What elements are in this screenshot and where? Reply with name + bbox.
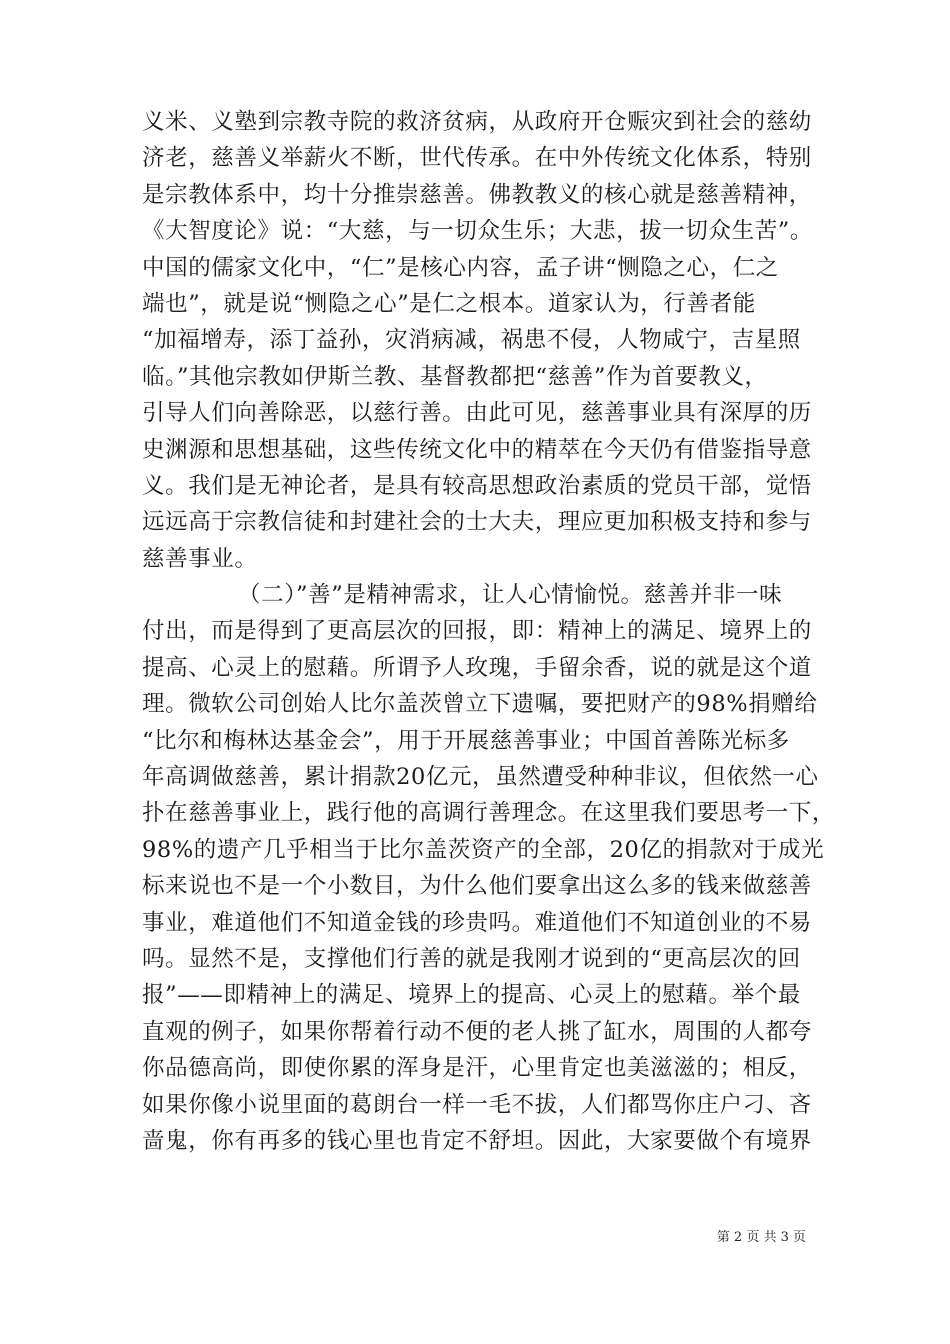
text-line: 义。我们是无神论者，是具有较高思想政治素质的党员干部，觉悟 [142, 472, 812, 499]
body-text [142, 104, 836, 1159]
text-line: 直观的例子，如果你帮着行动不便的老人挑了缸水，周围的人都夸 [142, 1018, 812, 1045]
page-number: 第 2 页 共 3 页 [716, 1230, 806, 1245]
text-line: 事业，难道他们不知道金钱的珍贵吗。难道他们不知道创业的不易 [142, 909, 812, 936]
text-line: 理。微软公司创始人比尔盖茨曾立下遗嘱，要把财产的98%捐赠给 [142, 691, 818, 718]
text-line: 报”——即精神上的满足、境界上的提高、心灵上的慰藉。举个最 [142, 982, 801, 1009]
text-line: 年高调做慈善，累计捐款20亿元，虽然遭受种种非议，但依然一心 [142, 764, 819, 791]
text-line: 如果你像小说里面的葛朗台一样一毛不拔，人们都骂你庄户刁、吝 [142, 1091, 812, 1118]
text-line: 远远高于宗教信徒和封建社会的士大夫，理应更加积极支持和参与 [142, 509, 812, 536]
text-line: 慈善事业。 [142, 545, 258, 572]
text-line: 吗。显然不是，支撑他们行善的就是我刚才说到的“更高层次的回 [142, 945, 801, 972]
text-line: 端也”，就是说“恻隐之心”是仁之根本。道家认为，行善者能 [142, 290, 756, 317]
text-line: 你品德高尚，即使你累的浑身是汗，心里肯定也美滋滋的；相反， [142, 1055, 812, 1082]
text-line: 史渊源和思想基础，这些传统文化中的精萃在今天仍有借鉴指导意 [142, 436, 812, 463]
text-line: 引导人们向善除恶，以慈行善。由此可见，慈善事业具有深厚的历 [142, 400, 812, 427]
text-line: 是宗教体系中，均十分推崇慈善。佛教教义的核心就是慈善精神， [142, 181, 812, 208]
section-heading-line: （二）”善”是精神需求，让人心情愉悦。慈善并非一味 [238, 582, 783, 609]
text-line: “比尔和梅林达基金会”，用于开展慈善事业；中国首善陈光标多 [142, 727, 790, 754]
text-line: 临。”其他宗教如伊斯兰教、基督教都把“慈善”作为首要教义， [142, 363, 768, 390]
text-line: 扑在慈善事业上，践行他的高调行善理念。在这里我们要思考一下， [142, 800, 836, 827]
text-line: 《大智度论》说：“大慈，与一切众生乐；大悲，拔一切众生苦”。 [142, 218, 814, 245]
text-line: 啬鬼，你有再多的钱心里也肯定不舒坦。因此，大家要做个有境界 [142, 1127, 812, 1154]
text-line: 提高、心灵上的慰藉。所谓予人玫瑰，手留余香，说的就是这个道 [142, 654, 812, 681]
text-line: 标来说也不是一个小数目，为什么他们要拿出这么多的钱来做慈善 [142, 873, 812, 900]
text-line: “加福增寿，添丁益孙，灾消病减，祸患不侵，人物咸宁，吉星照 [142, 327, 801, 354]
text-line: 98%的遗产几乎相当于比尔盖茨资产的全部，20亿的捐款对于成光 [142, 836, 825, 863]
text-line: 中国的儒家文化中，“仁”是核心内容，孟子讲“恻隐之心，仁之 [142, 254, 779, 281]
text-line: 济老，慈善义举薪火不断，世代传承。在中外传统文化体系，特别 [142, 145, 812, 172]
text-line: 义米、义塾到宗教寺院的救济贫病，从政府开仓赈灾到社会的慈幼 [142, 109, 812, 135]
text-line: 付出，而是得到了更高层次的回报，即：精神上的满足、境界上的 [142, 618, 812, 645]
